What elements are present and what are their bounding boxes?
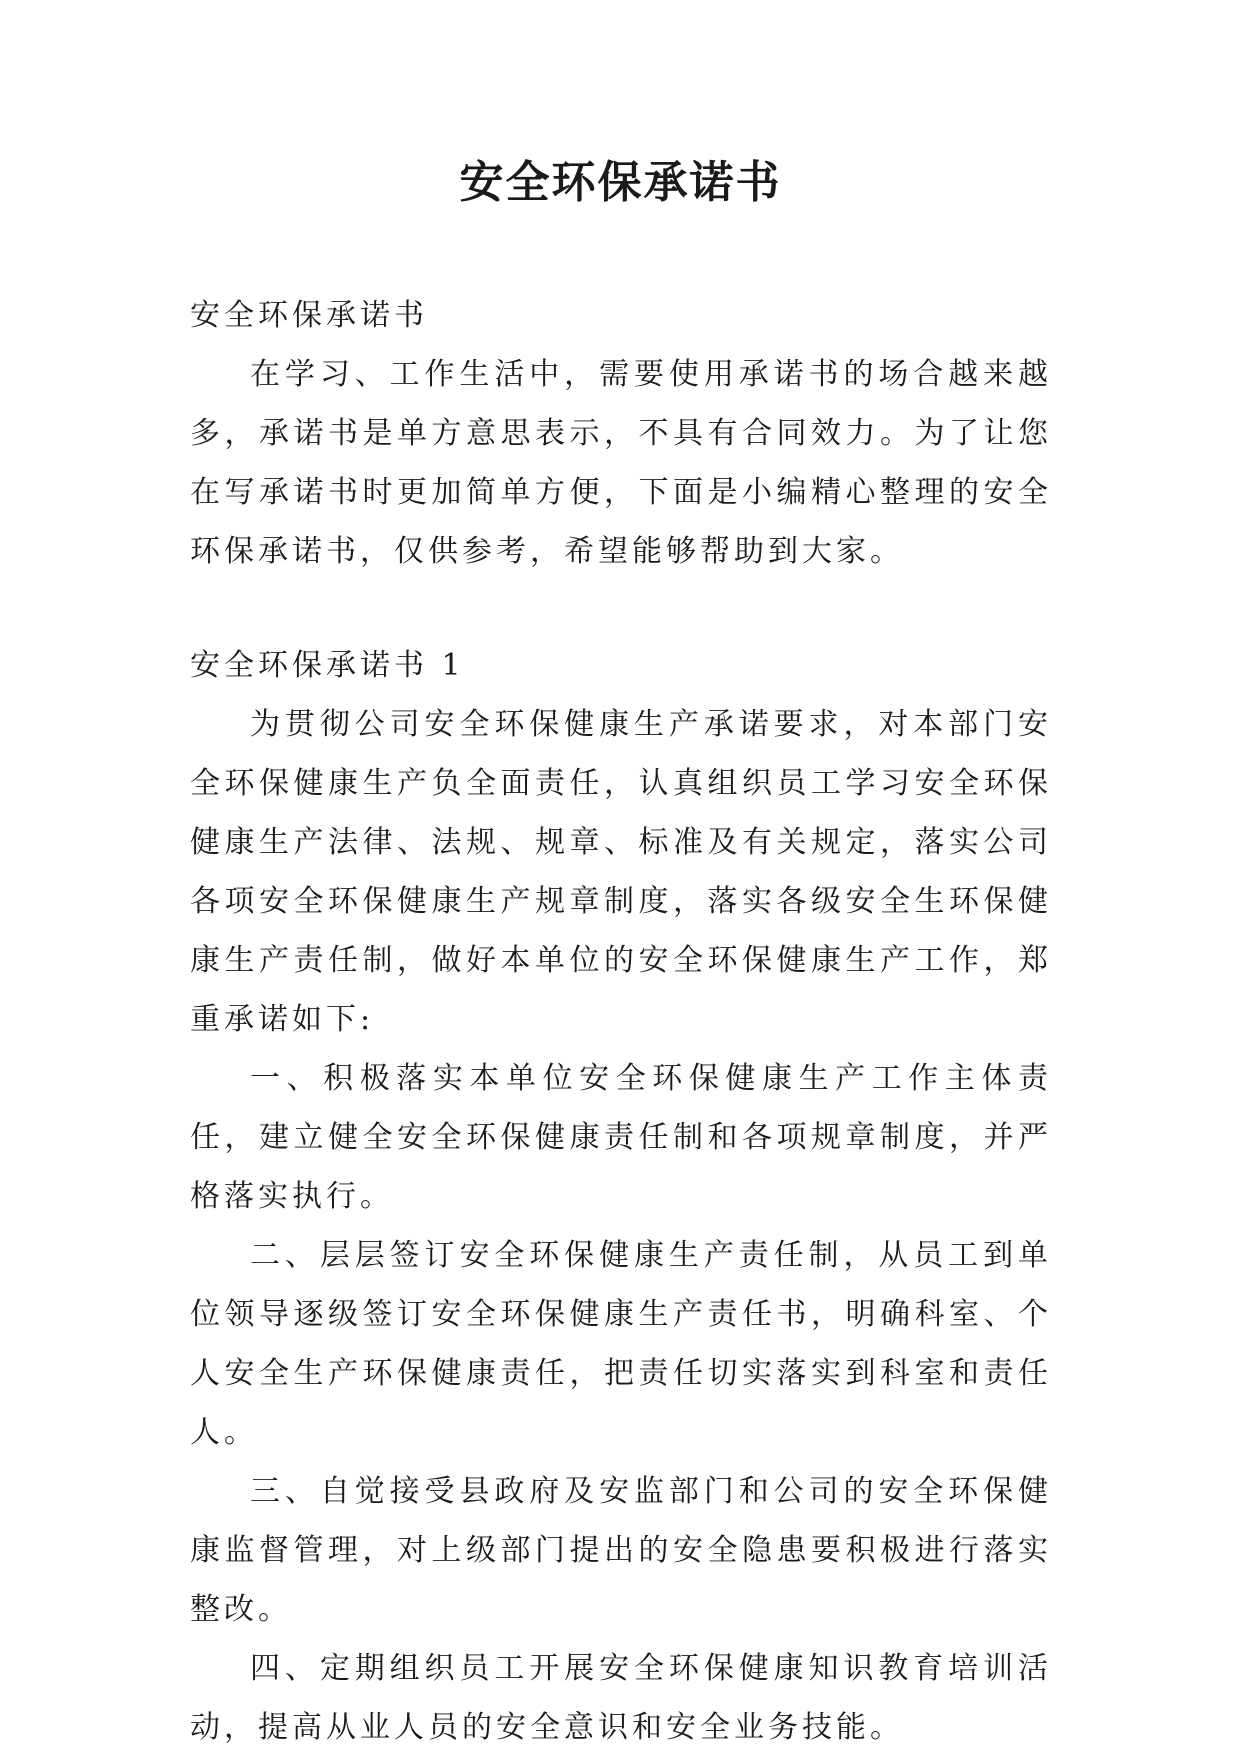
section-1-paragraph-item-1: 一、积极落实本单位安全环保健康生产工作主体责任，建立健全安全环保健康责任制和各项规章制度，并严格落实执行。 xyxy=(190,1061,1052,1214)
section-1-paragraph-item-3: 三、自觉接受县政府及安监部门和公司的安全环保健康监督管理，对上级部门提出的安全隐患要积极进行落实整改。 xyxy=(190,1474,1052,1627)
section-1-heading: 安全环保承诺书 1 xyxy=(190,648,465,683)
intro-paragraph: 在学习、工作生活中，需要使用承诺书的场合越来越多，承诺书是单方意思表示，不具有合同效力。为了让您在写承诺书时更加简单方便，下面是小编精心整理的安全环保承诺书，仅供参考，希望能够帮助到大家。 xyxy=(190,357,1052,569)
intro-heading: 安全环保承诺书 xyxy=(190,298,428,333)
section-1-paragraph-item-4: 四、定期组织员工开展安全环保健康知识教育培训活动，提高从业人员的安全意识和安全业务技能。 xyxy=(190,1651,1052,1745)
intro-section xyxy=(190,286,1052,581)
section-1-paragraph-preamble: 为贯彻公司安全环保健康生产承诺要求，对本部门安全环保健康生产负全面责任，认真组织员工学习安全环保健康生产法律、法规、规章、标准及有关规定，落实公司各项安全环保健康生产规章制度，落实各级安全生环保健康生产责任制，做好本单位的安全环保健康生产工作，郑重承诺如下: xyxy=(190,707,1052,1037)
section-1-paragraph-item-2: 二、层层签订安全环保健康生产责任制，从员工到单位领导逐级签订安全环保健康生产责任书，明确科室、个人安全生产环保健康责任，把责任切实落实到科室和责任人。 xyxy=(190,1238,1052,1450)
section-1 xyxy=(190,636,1052,1757)
document-title: 安全环保承诺书 xyxy=(459,157,782,208)
